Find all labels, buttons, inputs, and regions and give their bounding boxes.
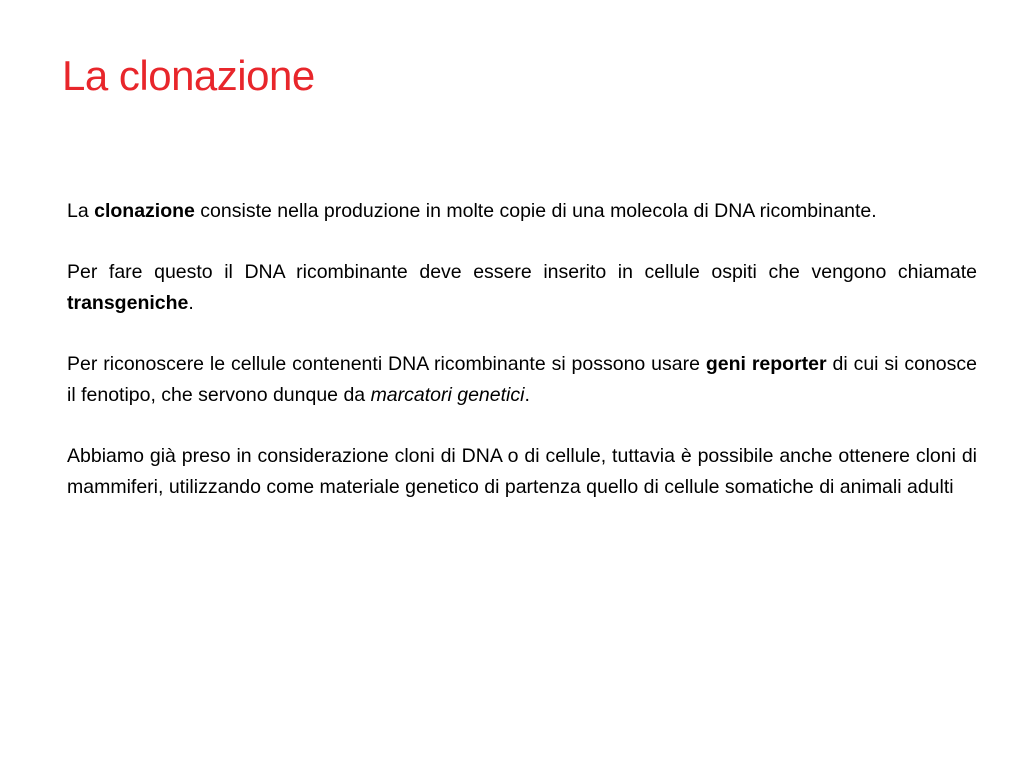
text-span: consiste nella produzione in molte copie di una molecola di DNA ricombinante.: [194, 200, 877, 222]
slide-body: [67, 196, 977, 533]
paragraph-clonazione: [67, 196, 977, 227]
text-span: La: [67, 200, 95, 222]
bold-term-clonazione: clonazione: [94, 200, 195, 222]
slide-title: La clonazione: [62, 52, 315, 99]
paragraph-cloni-mammiferi: [67, 441, 977, 503]
text-span: Per fare questo il DNA ricombinante deve essere inserito in cellule ospiti che vengono chiamate: [67, 261, 977, 283]
italic-term-marcatori-genetici: marcatori genetici: [370, 384, 525, 406]
bold-term-geni-reporter: geni reporter: [705, 353, 827, 375]
text-span: Per riconoscere le cellule contenenti DNA ricombinante si possono usare: [67, 353, 706, 375]
text-span: .: [524, 384, 530, 406]
text-span: Abbiamo già preso in considerazione cloni di DNA o di cellule, tuttavia è possibile anche ottenere cloni di mammiferi, utilizzando come materiale genetico di partenza quello di cellule somatiche di animali adulti: [67, 445, 977, 498]
paragraph-transgeniche: [67, 257, 977, 319]
paragraph-geni-reporter: [67, 349, 977, 411]
text-span: di cui si conosce il fenotipo, che servono dunque da: [67, 353, 977, 406]
bold-term-transgeniche: transgeniche: [67, 292, 189, 314]
text-span: .: [188, 292, 194, 314]
